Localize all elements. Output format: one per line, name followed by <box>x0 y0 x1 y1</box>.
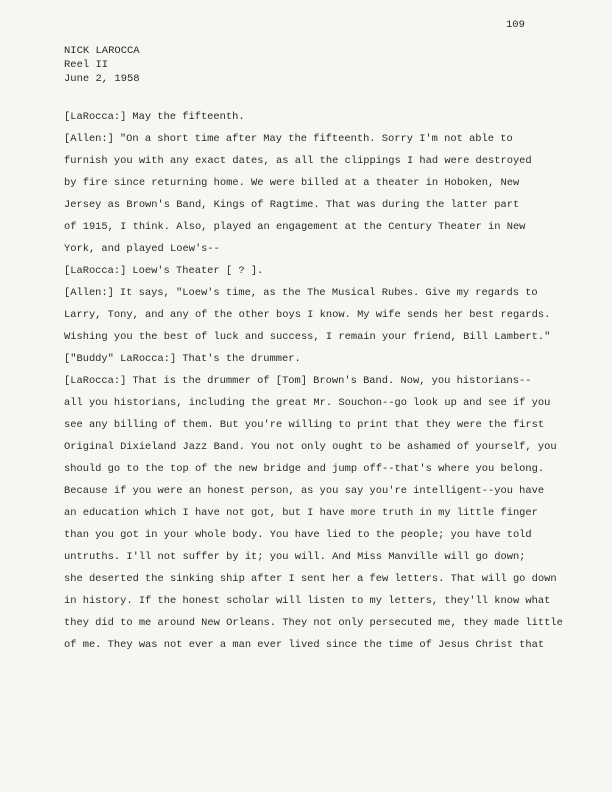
document-header <box>64 44 140 86</box>
speaker-label: [Allen:] <box>64 287 114 299</box>
line-text: of 1915, I think. Also, played an engagement at the Century Theater in New <box>64 221 526 233</box>
line-text: untruths. I'll not suffer by it; you will. And Miss Manville will go down; <box>64 551 526 563</box>
transcript-line <box>64 524 564 546</box>
line-text: It says, "Loew's time, as the The Musical Rubes. Give my regards to <box>119 287 538 299</box>
transcript-line <box>64 502 564 524</box>
line-text: Original Dixieland Jazz Band. You not only ought to be ashamed of yourself, you <box>64 441 557 453</box>
line-text: "On a short time after May the fifteenth. Sorry I'm not able to <box>119 133 513 145</box>
transcript-line <box>64 348 564 370</box>
speaker-label: [LaRocca:] <box>64 265 127 277</box>
line-text: furnish you with any exact dates, as all the clippings I had were destroyed <box>64 155 532 167</box>
line-text: see any billing of them. But you're willing to print that they were the first <box>64 419 545 431</box>
transcript-line <box>64 568 564 590</box>
transcript-line <box>64 304 564 326</box>
transcript-line <box>64 128 564 150</box>
speaker-label: [LaRocca:] <box>64 375 127 387</box>
line-text: all you historians, including the great Mr. Souchon--go look up and see if you <box>64 397 551 409</box>
line-text: That is the drummer of [Tom] Brown's Band. Now, you historians-- <box>132 375 532 387</box>
line-text: Larry, Tony, and any of the other boys I know. My wife sends her best regards. <box>64 309 551 321</box>
transcript-line <box>64 260 564 282</box>
transcript-line <box>64 414 564 436</box>
transcript-body <box>64 106 564 656</box>
line-text: Because if you were an honest person, as you say you're intelligent--you have <box>64 485 545 497</box>
page-number: 109 <box>506 19 525 31</box>
line-text: they did to me around New Orleans. They not only persecuted me, they made little <box>64 617 563 629</box>
interview-date: June 2, 1958 <box>64 73 140 85</box>
transcript-line <box>64 458 564 480</box>
transcript-line <box>64 150 564 172</box>
line-text: she deserted the sinking ship after I sent her a few letters. That will go down <box>64 573 557 585</box>
line-text: May the fifteenth. <box>132 111 245 123</box>
transcript-line <box>64 392 564 414</box>
transcript-line <box>64 326 564 348</box>
line-text: than you got in your whole body. You have lied to the people; you have told <box>64 529 532 541</box>
transcript-line <box>64 172 564 194</box>
line-text: an education which I have not got, but I have more truth in my little finger <box>64 507 538 519</box>
transcript-line <box>64 238 564 260</box>
transcript-line <box>64 282 564 304</box>
transcript-line <box>64 590 564 612</box>
interviewee-name: NICK LAROCCA <box>64 45 140 57</box>
transcript-line <box>64 106 564 128</box>
line-text: Jersey as Brown's Band, Kings of Ragtime. That was during the latter part <box>64 199 520 211</box>
line-text: That's the drummer. <box>182 353 301 365</box>
line-text: should go to the top of the new bridge and jump off--that's where you belong. <box>64 463 545 475</box>
transcript-line <box>64 546 564 568</box>
speaker-label: [Allen:] <box>64 133 114 145</box>
line-text: York, and played Loew's-- <box>64 243 220 255</box>
line-text: Wishing you the best of luck and success, I remain your friend, Bill Lambert." <box>64 331 551 343</box>
transcript-line <box>64 480 564 502</box>
speaker-label: ["Buddy" LaRocca:] <box>64 353 177 365</box>
transcript-line <box>64 194 564 216</box>
transcript-line <box>64 370 564 392</box>
speaker-label: [LaRocca:] <box>64 111 127 123</box>
line-text: of me. They was not ever a man ever lived since the time of Jesus Christ that <box>64 639 545 651</box>
line-text: in history. If the honest scholar will listen to my letters, they'll know what <box>64 595 551 607</box>
transcript-line <box>64 216 564 238</box>
transcript-line <box>64 634 564 656</box>
transcript-line <box>64 612 564 634</box>
reel-label: Reel II <box>64 59 109 71</box>
transcript-line <box>64 436 564 458</box>
line-text: by fire since returning home. We were billed at a theater in Hoboken, New <box>64 177 520 189</box>
line-text: Loew's Theater [ ? ]. <box>132 265 264 277</box>
